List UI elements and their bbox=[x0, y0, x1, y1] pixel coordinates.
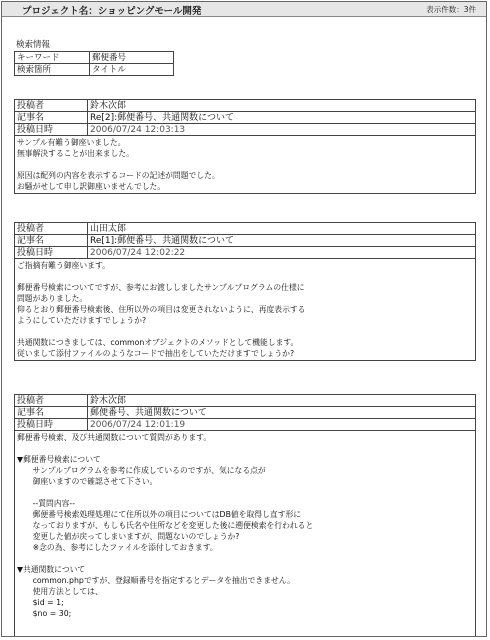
post-2 bbox=[14, 222, 476, 361]
body-line: ▼郵便番号検索について bbox=[17, 455, 101, 464]
search-info-table bbox=[14, 51, 174, 76]
subject-label: 記事名 bbox=[15, 407, 88, 419]
body-line: 仰るとおり郵便番号検索後、住所以外の項目は変更されないように、再度表示する bbox=[17, 305, 306, 314]
post-date: 2006/07/24 12:01:19 bbox=[88, 419, 476, 431]
body-line: 問題がありました。 bbox=[17, 294, 88, 303]
body-line: 変更した値が戻ってしまいますが、問題ないのでしょうか? bbox=[17, 532, 240, 541]
body-line: 郵便番号検索についてですが、参考にお渡ししましたサンプルプログラムの仕様に bbox=[17, 283, 305, 292]
body-line: $no = 30; bbox=[17, 609, 72, 618]
post-author: 鈴木次郎 bbox=[88, 100, 476, 112]
post-date: 2006/07/24 12:03:13 bbox=[88, 124, 476, 136]
body-line: 従いまして添付ファイルのようなコードで抽出をしていただけますでしょうか? bbox=[17, 349, 295, 358]
post-body bbox=[15, 259, 475, 360]
body-line: 無事解決することが出来ました。 bbox=[17, 149, 134, 158]
keyword-value: 郵便番号 bbox=[90, 52, 174, 64]
body-line bbox=[17, 326, 473, 337]
body-line: サンプルプログラムを参考に作成しているのですが、気になる点が bbox=[17, 466, 266, 475]
scope-value: タイトル bbox=[90, 64, 174, 76]
subject-label: 記事名 bbox=[15, 112, 88, 124]
post-body bbox=[15, 431, 475, 620]
body-line: ※念の為、参考にしたファイルを添付しておきます。 bbox=[17, 543, 218, 552]
body-line bbox=[17, 553, 473, 564]
post-3 bbox=[14, 394, 476, 637]
body-line: ご指摘有難う御座います。 bbox=[17, 261, 110, 270]
body-line: お騒がせして申し訳御座いませんでした。 bbox=[17, 182, 166, 191]
body-line bbox=[17, 443, 473, 454]
body-line: ▼共通関数について bbox=[17, 565, 86, 574]
body-line: サンプル有難う御座いました。 bbox=[17, 138, 126, 147]
date-label: 投稿日時 bbox=[15, 124, 88, 136]
author-label: 投稿者 bbox=[15, 100, 88, 112]
post-subject: Re[2]:郵便番号、共通関数について bbox=[88, 112, 476, 124]
body-line: なっておりますが、もしも氏名や住所などを変更した後に遡便検索を行われると bbox=[17, 521, 314, 530]
author-label: 投稿者 bbox=[15, 223, 88, 235]
date-label: 投稿日時 bbox=[15, 247, 88, 259]
body-line: 共通関数につきましては、commonオブジェクトのメソッドとして機能します。 bbox=[17, 338, 299, 347]
body-line: 原因は配列の内容を表示するコードの記述が問題でした。 bbox=[17, 171, 220, 180]
search-info-heading: 検索情報 bbox=[16, 40, 51, 50]
body-line: $id = 1; bbox=[17, 598, 64, 607]
date-label: 投稿日時 bbox=[15, 419, 88, 431]
post-subject: 郵便番号、共通関数について bbox=[88, 407, 476, 419]
body-line bbox=[17, 271, 473, 282]
result-count: 表示件数：3件 bbox=[426, 5, 476, 14]
body-line: 御座いますので確認させて下さい。 bbox=[17, 477, 158, 486]
content bbox=[14, 40, 478, 618]
post-subject: Re[1]:郵便番号、共通関数について bbox=[88, 235, 476, 247]
body-line: 郵便番号検索、及び共通関数について質問があります。 bbox=[17, 433, 212, 442]
search-row-keyword bbox=[15, 52, 174, 64]
subject-label: 記事名 bbox=[15, 235, 88, 247]
post-1 bbox=[14, 99, 476, 194]
body-line: ようにしていただけますでしょうか? bbox=[17, 316, 147, 325]
body-line: common.phpですが、登録順番号を指定するとデータを抽出できません。 bbox=[17, 576, 295, 585]
document-page bbox=[1, 1, 487, 637]
post-author: 鈴木次郎 bbox=[88, 395, 476, 407]
post-body bbox=[15, 136, 475, 193]
body-line bbox=[17, 487, 473, 498]
author-label: 投稿者 bbox=[15, 395, 88, 407]
body-line: --質問内容-- bbox=[17, 499, 76, 508]
body-line: 郵便番号検索処理処理にて住所以外の項目についてはDB値を取得し直す形に bbox=[17, 510, 302, 519]
post-author: 山田太郎 bbox=[88, 223, 476, 235]
keyword-label: キーワード bbox=[15, 52, 90, 64]
page-header bbox=[2, 2, 486, 17]
scope-label: 検索箇所 bbox=[15, 64, 90, 76]
body-line: 使用方法としては、 bbox=[17, 587, 103, 596]
post-date: 2006/07/24 12:02:22 bbox=[88, 247, 476, 259]
body-line bbox=[17, 159, 473, 170]
project-title: プロジェクト名：ショッピングモール開発 bbox=[22, 6, 202, 17]
search-row-scope bbox=[15, 64, 174, 76]
